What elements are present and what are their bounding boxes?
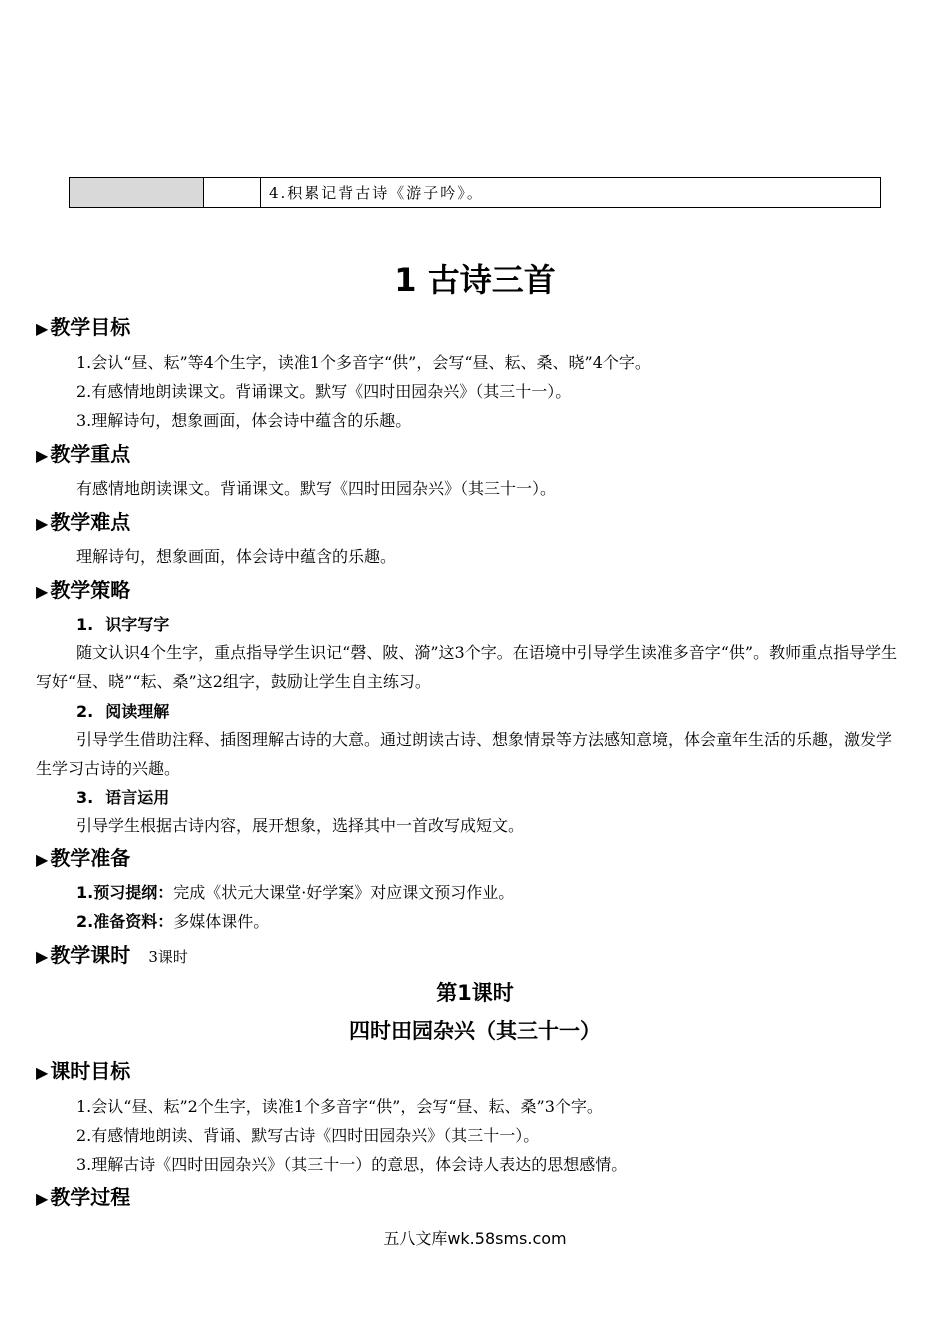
triangle-icon: ▶ [36,446,49,465]
heading-difficulties: ▶ 教学难点 [36,510,131,534]
strategy-sub-heading: 3. 语言运用 [76,788,170,807]
lesson-goal-item: 2.有感情地朗读、背诵、默写古诗《四时田园杂兴》（其三十一）。 [76,1126,540,1145]
table-cell-blank [204,178,261,208]
table-cell-text: 4.积累记背古诗《游子吟》。 [261,178,881,208]
top-table-fragment [69,177,881,208]
lesson-goal-item: 3.理解古诗《四时田园杂兴》（其三十一）的意思，体会诗人表达的思想感情。 [76,1155,628,1174]
triangle-icon: ▶ [36,319,49,338]
goal-item: 3.理解诗句，想象画面，体会诗中蕴含的乐趣。 [76,411,412,430]
heading-process: ▶ 教学过程 [36,1185,131,1209]
triangle-icon: ▶ [36,1189,49,1208]
heading-preparation: ▶ 教学准备 [36,846,131,870]
key-points-text: 有感情地朗读课文。背诵课文。默写《四时田园杂兴》（其三十一）。 [76,479,557,498]
strategy-sub-heading: 2. 阅读理解 [76,702,170,721]
triangle-icon: ▶ [36,582,49,601]
difficulties-text: 理解诗句，想象画面，体会诗中蕴含的乐趣。 [76,547,397,566]
lesson-goal-item: 1.会认“昼、耘”2个生字，读准1个多音字“供”，会写“昼、耘、桑”3个字。 [76,1097,603,1116]
strategy-paragraph: 随文认识4个生字，重点指导学生识记“磬、陂、漪”这3个字。在语境中引导学生读准多音字“供”。教师重点指导学生写好“昼、晓”“耘、桑”这2组字，鼓励让学生自主练习。 [36,643,898,691]
triangle-icon: ▶ [36,850,49,869]
heading-lesson-goals: ▶ 课时目标 [36,1059,131,1083]
heading-goals: ▶ 教学目标 [36,315,131,339]
footer-watermark: 五八文库wk.58sms.com [383,1229,567,1248]
triangle-icon: ▶ [36,514,49,533]
preparation-item: 1.预习提纲：完成《状元大课堂·好学案》对应课文预习作业。 [76,883,515,902]
table-cell-gray [70,178,204,208]
lesson-poem-title: 四时田园杂兴（其三十一） [349,1019,601,1043]
preparation-item: 2.准备资料：多媒体课件。 [76,912,270,931]
triangle-icon: ▶ [36,1063,49,1082]
heading-periods: ▶ 教学课时 3课时 [36,943,188,967]
goal-item: 1.会认“昼、耘”等4个生字，读准1个多音字“供”，会写“昼、耘、桑、晓”4个字。 [76,353,651,372]
triangle-icon: ▶ [36,947,49,966]
lesson-number: 第1课时 [436,981,514,1005]
periods-value: 3课时 [148,948,188,966]
strategy-paragraph: 引导学生根据古诗内容，展开想象，选择其中一首改写成短文。 [76,816,525,835]
page-title: 1 古诗三首 [394,261,556,299]
heading-strategy: ▶ 教学策略 [36,578,131,602]
heading-key-points: ▶ 教学重点 [36,442,131,466]
strategy-sub-heading: 1. 识字写字 [76,615,170,634]
table-row [70,178,881,208]
goal-item: 2.有感情地朗读课文。背诵课文。默写《四时田园杂兴》（其三十一）。 [76,382,572,401]
strategy-paragraph: 引导学生借助注释、插图理解古诗的大意。通过朗读古诗、想象情景等方法感知意境，体会童年生活的乐趣，激发学生学习古诗的兴趣。 [36,730,893,778]
